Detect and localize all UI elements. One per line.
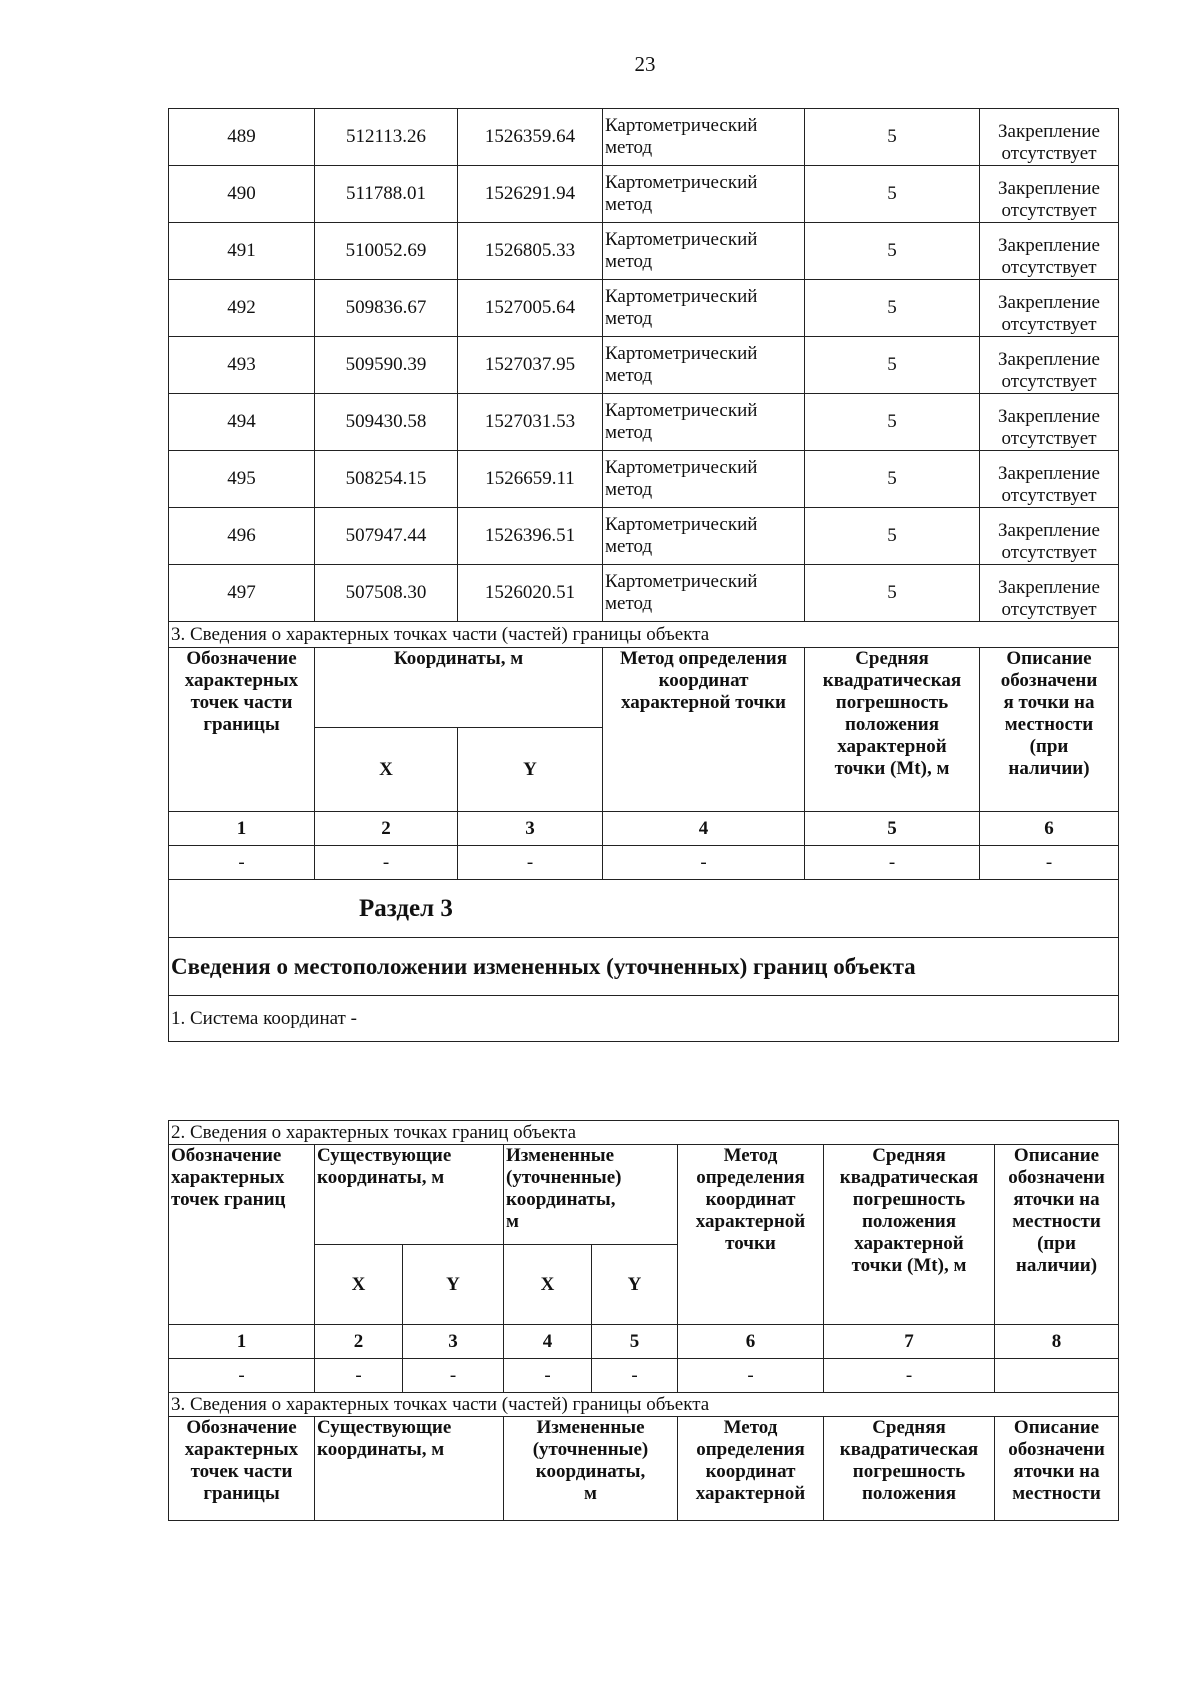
point-method: Картометрический метод <box>603 337 805 394</box>
table-row <box>169 508 1119 565</box>
point-error: 5 <box>805 223 980 280</box>
header-line: квадратическая <box>839 1439 979 1460</box>
point-y: 1527005.64 <box>458 280 603 337</box>
empty-cell: - <box>315 1359 403 1393</box>
point-error: 5 <box>805 166 980 223</box>
header-line: точки (Mt), м <box>851 1255 967 1276</box>
point-x: 509590.39 <box>315 337 458 394</box>
header-line: Измененные <box>506 1145 615 1166</box>
coordinates-rows <box>169 109 1119 622</box>
header-line: координаты, м <box>317 1167 445 1188</box>
empty-cell: - <box>169 1359 315 1393</box>
header-line: координаты, м <box>317 1439 445 1460</box>
header-line: Метод <box>723 1417 778 1438</box>
empty-cell: - <box>805 846 980 880</box>
header-line: точки (Mt), м <box>834 758 950 779</box>
column-number: 2 <box>315 812 458 846</box>
header-line: Измененные <box>536 1417 645 1438</box>
header-line: координат <box>705 1461 796 1482</box>
point-error: 5 <box>805 280 980 337</box>
point-id: 494 <box>169 394 315 451</box>
sub2-column-numbers-row <box>169 1325 1119 1359</box>
sub3-header-existing <box>315 1417 504 1521</box>
point-x: 508254.15 <box>315 451 458 508</box>
header-line: Средняя <box>855 648 929 669</box>
header-line: местности <box>1004 714 1094 735</box>
column-number: 3 <box>403 1325 504 1359</box>
header-line: Существующие <box>317 1145 452 1166</box>
header-line: положения <box>861 1211 957 1232</box>
point-x: 507508.30 <box>315 565 458 622</box>
header-line: (при <box>1037 1233 1076 1254</box>
empty-cell <box>995 1359 1119 1393</box>
point-y: 1526805.33 <box>458 223 603 280</box>
header-line: точек границ <box>171 1189 286 1210</box>
point-error: 5 <box>805 337 980 394</box>
point-description: Закрепление отсутствует <box>980 280 1119 337</box>
header-line: Описание <box>1006 648 1092 669</box>
column-numbers-row <box>169 812 1119 846</box>
header-line: я точки на <box>1003 692 1095 713</box>
empty-cell: - <box>504 1359 592 1393</box>
empty-cell: - <box>458 846 603 880</box>
point-method: Картометрический метод <box>603 451 805 508</box>
point-description: Закрепление отсутствует <box>980 508 1119 565</box>
header-line: Метод <box>723 1145 778 1166</box>
point-id: 497 <box>169 565 315 622</box>
point-method: Картометрический метод <box>603 109 805 166</box>
table-row <box>169 337 1119 394</box>
point-y: 1526291.94 <box>458 166 603 223</box>
header-line: погрешность <box>852 1189 966 1210</box>
header-line: характерных <box>184 1439 299 1460</box>
header-line: квадратическая <box>839 1167 979 1188</box>
sub3-header-description <box>995 1417 1119 1521</box>
header-description <box>980 648 1119 812</box>
point-x: 507947.44 <box>315 508 458 565</box>
empty-cell: - <box>824 1359 995 1393</box>
empty-cell: - <box>169 846 315 880</box>
column-number: 4 <box>603 812 805 846</box>
header-line: яточки на <box>1013 1189 1100 1210</box>
header-line: погрешность <box>852 1461 966 1482</box>
point-description: Закрепление отсутствует <box>980 565 1119 622</box>
part3-caption: 3. Сведения о характерных точках части (частей) границы объекта <box>169 622 1119 648</box>
sub3-header-changed <box>504 1417 678 1521</box>
section-title: Раздел 3 <box>169 880 1119 938</box>
point-x: 509430.58 <box>315 394 458 451</box>
header-line: яточки на <box>1013 1461 1100 1482</box>
header-line: квадратическая <box>822 670 962 691</box>
header-line: положения <box>844 714 940 735</box>
header-line: (при <box>1029 736 1069 757</box>
point-y: 1526396.51 <box>458 508 603 565</box>
point-id: 491 <box>169 223 315 280</box>
header-line: определения <box>696 1167 805 1188</box>
point-id: 496 <box>169 508 315 565</box>
header-line: характерной <box>854 1233 964 1254</box>
sub2-caption: 2. Сведения о характерных точках границ объекта <box>169 1121 1119 1145</box>
header-line: Существующие <box>317 1417 452 1438</box>
header-coordinates: Координаты, м <box>315 648 603 728</box>
point-x: 509836.67 <box>315 280 458 337</box>
point-method: Картометрический метод <box>603 223 805 280</box>
header-line: Описание <box>1013 1417 1100 1438</box>
sub3-header-method <box>678 1417 824 1521</box>
header-line: местности <box>1012 1483 1101 1504</box>
header-line: координаты, <box>535 1461 646 1482</box>
header-line: положения <box>861 1483 957 1504</box>
sub3-caption: 3. Сведения о характерных точках части (частей) границы объекта <box>169 1393 1119 1417</box>
point-y: 1527031.53 <box>458 394 603 451</box>
header-x: X <box>315 728 458 812</box>
column-number: 1 <box>169 1325 315 1359</box>
column-number: 1 <box>169 812 315 846</box>
header-line: определения <box>696 1439 805 1460</box>
header-line: местности <box>1012 1211 1101 1232</box>
header-line: (уточненные) <box>532 1439 649 1460</box>
empty-cell: - <box>592 1359 678 1393</box>
header-line: точек части <box>190 1461 293 1482</box>
empty-data-row <box>169 846 1119 880</box>
header-line: м <box>506 1211 519 1232</box>
point-id: 493 <box>169 337 315 394</box>
point-description: Закрепление отсутствует <box>980 394 1119 451</box>
header-line: координат <box>705 1189 796 1210</box>
header-line: Метод определения <box>619 648 788 669</box>
header-line: характерных <box>171 1167 285 1188</box>
point-method: Картометрический метод <box>603 166 805 223</box>
point-error: 5 <box>805 394 980 451</box>
point-description: Закрепление отсутствует <box>980 337 1119 394</box>
header-error <box>805 648 980 812</box>
coordinate-system: 1. Система координат - <box>169 996 1119 1042</box>
header-line: обозначени <box>1008 1167 1105 1188</box>
column-number: 6 <box>678 1325 824 1359</box>
empty-cell: - <box>603 846 805 880</box>
header-line: Средняя <box>872 1417 946 1438</box>
point-method: Картометрический метод <box>603 508 805 565</box>
sub2-empty-data-row <box>169 1359 1119 1393</box>
header-line: точки <box>725 1233 776 1254</box>
table-row <box>169 223 1119 280</box>
point-id: 490 <box>169 166 315 223</box>
header-line: характерной <box>837 736 947 757</box>
point-x: 512113.26 <box>315 109 458 166</box>
header-line: координаты, <box>506 1189 616 1210</box>
point-description: Закрепление отсутствует <box>980 223 1119 280</box>
table-row <box>169 394 1119 451</box>
point-y: 1527037.95 <box>458 337 603 394</box>
column-number: 4 <box>504 1325 592 1359</box>
column-number: 8 <box>995 1325 1119 1359</box>
point-error: 5 <box>805 508 980 565</box>
point-description: Закрепление отсутствует <box>980 451 1119 508</box>
changed-boundaries-table <box>168 1120 1119 1521</box>
column-number: 5 <box>805 812 980 846</box>
header-line: характерной <box>695 1483 806 1504</box>
point-error: 5 <box>805 565 980 622</box>
header-line: характерной <box>695 1211 806 1232</box>
header-line: координат <box>658 670 749 691</box>
empty-cell: - <box>403 1359 504 1393</box>
header-line: точек части <box>190 692 293 713</box>
point-y: 1526659.11 <box>458 451 603 508</box>
header-line: Средняя <box>872 1145 946 1166</box>
column-number: 6 <box>980 812 1119 846</box>
sub2-header-changed <box>504 1145 678 1245</box>
table-row <box>169 565 1119 622</box>
header-line: наличии) <box>1015 1255 1098 1276</box>
sub3-header-error <box>824 1417 995 1521</box>
sub2-header-designation <box>169 1145 315 1325</box>
header-line: обозначени <box>1000 670 1098 691</box>
point-x: 511788.01 <box>315 166 458 223</box>
sub2-header-error <box>824 1145 995 1325</box>
point-id: 489 <box>169 109 315 166</box>
point-description: Закрепление отсутствует <box>980 109 1119 166</box>
header-line: Обозначение <box>171 1145 282 1166</box>
section-heading: Сведения о местоположении измененных (уточненных) границ объекта <box>169 938 1119 996</box>
header-line: границы <box>203 714 280 735</box>
header-line: (уточненные) <box>506 1167 622 1188</box>
table-row <box>169 280 1119 337</box>
header-line: наличии) <box>1008 758 1090 779</box>
header-line: м <box>584 1483 597 1504</box>
header-line: погрешность <box>835 692 949 713</box>
point-method: Картометрический метод <box>603 394 805 451</box>
point-y: 1526020.51 <box>458 565 603 622</box>
sub3-header-designation <box>169 1417 315 1521</box>
coordinates-table <box>168 108 1119 1042</box>
sub2-header-existing-x: X <box>315 1245 403 1325</box>
column-number: 7 <box>824 1325 995 1359</box>
table-row <box>169 109 1119 166</box>
sub2-header-description <box>995 1145 1119 1325</box>
header-line: характерной точки <box>621 692 786 713</box>
header-line: Обозначение <box>186 648 297 669</box>
sub2-header-existing <box>315 1145 504 1245</box>
table-row <box>169 166 1119 223</box>
header-line: характерных <box>184 670 299 691</box>
point-method: Картометрический метод <box>603 565 805 622</box>
point-y: 1526359.64 <box>458 109 603 166</box>
point-x: 510052.69 <box>315 223 458 280</box>
table-row <box>169 451 1119 508</box>
sub2-header-changed-y: Y <box>592 1245 678 1325</box>
empty-cell: - <box>678 1359 824 1393</box>
sub2-header-method <box>678 1145 824 1325</box>
point-description: Закрепление отсутствует <box>980 166 1119 223</box>
sub2-header-changed-x: X <box>504 1245 592 1325</box>
empty-cell: - <box>315 846 458 880</box>
point-id: 495 <box>169 451 315 508</box>
point-error: 5 <box>805 451 980 508</box>
point-error: 5 <box>805 109 980 166</box>
header-method <box>603 648 805 812</box>
header-line: границы <box>203 1483 280 1504</box>
header-line: Описание <box>1013 1145 1100 1166</box>
column-number: 3 <box>458 812 603 846</box>
column-number: 5 <box>592 1325 678 1359</box>
header-line: обозначени <box>1008 1439 1105 1460</box>
column-number: 2 <box>315 1325 403 1359</box>
header-y: Y <box>458 728 603 812</box>
point-id: 492 <box>169 280 315 337</box>
sub2-header-existing-y: Y <box>403 1245 504 1325</box>
point-method: Картометрический метод <box>603 280 805 337</box>
empty-cell: - <box>980 846 1119 880</box>
page-number: 23 <box>634 52 656 76</box>
header-line: Обозначение <box>186 1417 297 1438</box>
header-designation <box>169 648 315 812</box>
